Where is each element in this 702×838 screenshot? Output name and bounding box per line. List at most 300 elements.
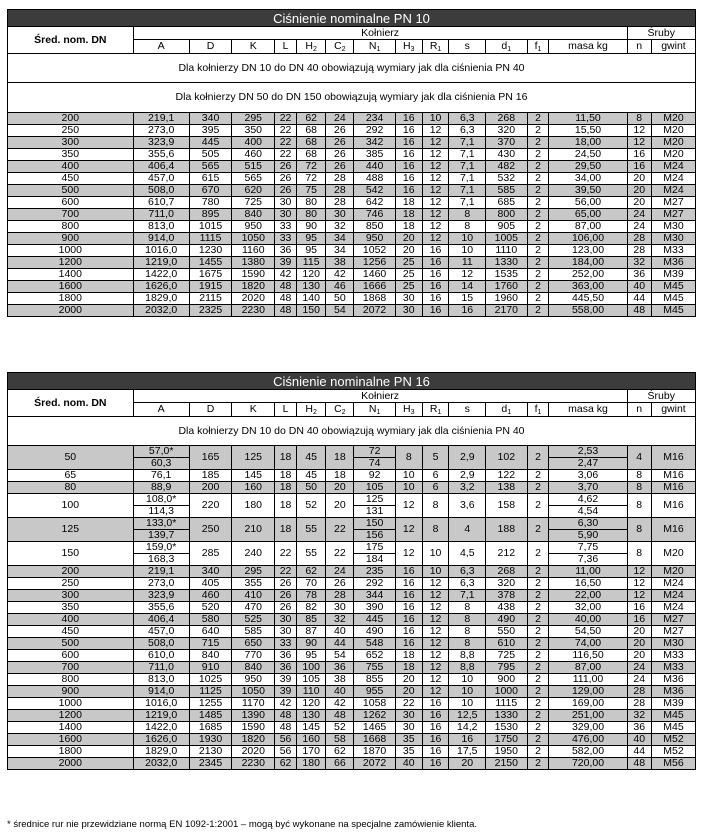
- value-cell: 2: [527, 149, 549, 161]
- column-header: n: [627, 403, 651, 417]
- value-cell: 25: [395, 281, 422, 293]
- value-cell: M24: [651, 578, 695, 590]
- value-cell: 26: [275, 161, 297, 173]
- value-cell: 57,0*: [133, 446, 189, 458]
- value-cell: 12: [422, 137, 449, 149]
- value-cell: 87: [297, 626, 326, 638]
- value-cell: 1820: [232, 281, 275, 293]
- value-cell: 240: [232, 542, 275, 566]
- value-cell: M24: [651, 185, 695, 197]
- value-cell: 68: [297, 125, 326, 137]
- value-cell: 8: [449, 221, 486, 233]
- value-cell: 2,47: [549, 458, 627, 470]
- value-cell: 2: [527, 662, 549, 674]
- value-cell: M36: [651, 686, 695, 698]
- value-cell: 355: [232, 578, 275, 590]
- value-cell: 52: [326, 722, 354, 734]
- value-cell: 2: [527, 614, 549, 626]
- value-cell: 20: [627, 173, 651, 185]
- table-row: [8, 221, 696, 233]
- value-cell: 55: [297, 542, 326, 566]
- value-cell: 20: [627, 638, 651, 650]
- value-cell: 1230: [189, 245, 232, 257]
- value-cell: M56: [651, 758, 695, 770]
- value-cell: 565: [189, 161, 232, 173]
- value-cell: M20: [651, 542, 695, 566]
- value-cell: 22: [326, 518, 354, 542]
- value-cell: 111,00: [549, 674, 627, 686]
- value-cell: 18: [275, 446, 297, 470]
- column-header: gwint: [651, 403, 695, 417]
- value-cell: M39: [651, 269, 695, 281]
- value-cell: 24: [627, 674, 651, 686]
- value-cell: 620: [232, 185, 275, 197]
- value-cell: 16: [422, 746, 449, 758]
- value-cell: 16: [395, 137, 422, 149]
- value-cell: 1390: [232, 710, 275, 722]
- value-cell: 60,3: [133, 458, 189, 470]
- value-cell: 219,1: [133, 113, 189, 125]
- value-cell: 2: [527, 602, 549, 614]
- value-cell: 1052: [354, 245, 395, 257]
- value-cell: 482: [486, 161, 527, 173]
- value-cell: 8,8: [449, 662, 486, 674]
- value-cell: 184,00: [549, 257, 627, 269]
- value-cell: 542: [354, 185, 395, 197]
- value-cell: 123,00: [549, 245, 627, 257]
- dn-cell: 1600: [8, 734, 134, 746]
- value-cell: 2115: [189, 293, 232, 305]
- value-cell: 5,90: [549, 530, 627, 542]
- value-cell: 42: [326, 698, 354, 710]
- dn-cell: 400: [8, 161, 134, 173]
- table-row: [8, 710, 696, 722]
- value-cell: 445: [189, 137, 232, 149]
- value-cell: 1170: [232, 698, 275, 710]
- value-cell: 16: [395, 566, 422, 578]
- value-cell: 38: [326, 674, 354, 686]
- value-cell: 175: [354, 542, 395, 554]
- value-cell: 1829,0: [133, 293, 189, 305]
- value-cell: 2: [527, 734, 549, 746]
- value-cell: M24: [651, 161, 695, 173]
- value-cell: 48: [627, 758, 651, 770]
- value-cell: 2: [527, 209, 549, 221]
- value-cell: 18: [395, 197, 422, 209]
- value-cell: 28: [326, 197, 354, 209]
- value-cell: 30: [395, 305, 422, 317]
- dn-cell: 600: [8, 197, 134, 209]
- column-header: $d_1$: [486, 403, 527, 417]
- value-cell: 12: [422, 638, 449, 650]
- value-cell: 2325: [189, 305, 232, 317]
- value-cell: 780: [189, 197, 232, 209]
- value-cell: 1870: [354, 746, 395, 758]
- table-row: [8, 173, 696, 185]
- value-cell: 36: [326, 662, 354, 674]
- value-cell: 52: [297, 494, 326, 518]
- value-cell: 65,00: [549, 209, 627, 221]
- value-cell: 18: [326, 446, 354, 470]
- value-cell: 185: [189, 470, 232, 482]
- dn-cell: 900: [8, 233, 134, 245]
- value-cell: 2: [527, 674, 549, 686]
- value-cell: 1050: [232, 233, 275, 245]
- value-cell: 1485: [189, 710, 232, 722]
- value-cell: 385: [354, 149, 395, 161]
- column-header: D: [189, 40, 232, 54]
- dn-cell: 200: [8, 566, 134, 578]
- value-cell: 2: [527, 185, 549, 197]
- value-cell: 1125: [189, 686, 232, 698]
- table-row: [8, 722, 696, 734]
- value-cell: 3,70: [549, 482, 627, 494]
- value-cell: 12: [422, 125, 449, 137]
- value-cell: 508,0: [133, 185, 189, 197]
- value-cell: 2: [527, 161, 549, 173]
- value-cell: 2072: [354, 758, 395, 770]
- value-cell: 813,0: [133, 674, 189, 686]
- value-cell: 1666: [354, 281, 395, 293]
- value-cell: 170: [297, 746, 326, 758]
- value-cell: 34: [326, 233, 354, 245]
- value-cell: 10: [422, 113, 449, 125]
- value-cell: 7,1: [449, 590, 486, 602]
- value-cell: 30: [275, 209, 297, 221]
- value-cell: 8: [449, 602, 486, 614]
- value-cell: 813,0: [133, 221, 189, 233]
- value-cell: 558,00: [549, 305, 627, 317]
- value-cell: 26: [326, 161, 354, 173]
- table-row: [8, 149, 696, 161]
- value-cell: 470: [232, 602, 275, 614]
- value-cell: 1460: [354, 269, 395, 281]
- value-cell: 320: [486, 578, 527, 590]
- value-cell: 1219,0: [133, 710, 189, 722]
- value-cell: 26: [326, 149, 354, 161]
- table-row: [8, 137, 696, 149]
- value-cell: M27: [651, 209, 695, 221]
- value-cell: 184: [354, 554, 395, 566]
- value-cell: 2: [527, 281, 549, 293]
- value-cell: 72: [297, 173, 326, 185]
- value-cell: 476,00: [549, 734, 627, 746]
- value-cell: 70: [297, 578, 326, 590]
- value-cell: 2: [527, 494, 549, 518]
- value-cell: 14: [449, 281, 486, 293]
- dn-cell: 350: [8, 149, 134, 161]
- table-row: [8, 602, 696, 614]
- dn-cell: 65: [8, 470, 134, 482]
- table-row: [8, 590, 696, 602]
- table-row: [8, 578, 696, 590]
- value-cell: 10: [449, 698, 486, 710]
- value-cell: 88,9: [133, 482, 189, 494]
- value-cell: M27: [651, 614, 695, 626]
- value-cell: 1160: [232, 245, 275, 257]
- value-cell: 895: [189, 209, 232, 221]
- table-row: [8, 686, 696, 698]
- value-cell: 32: [326, 614, 354, 626]
- value-cell: 2170: [486, 305, 527, 317]
- value-cell: 12: [422, 221, 449, 233]
- value-cell: 488: [354, 173, 395, 185]
- dn-cell: 1000: [8, 698, 134, 710]
- table-row: [8, 758, 696, 770]
- value-cell: 156: [354, 530, 395, 542]
- value-cell: 45: [297, 470, 326, 482]
- value-cell: 22: [395, 698, 422, 710]
- table-row: [8, 245, 696, 257]
- dn-cell: 125: [8, 518, 134, 542]
- column-header: $N_1$: [354, 403, 395, 417]
- value-cell: 95: [297, 233, 326, 245]
- value-cell: 39: [275, 686, 297, 698]
- value-cell: M52: [651, 746, 695, 758]
- value-cell: 3,06: [549, 470, 627, 482]
- column-header: n: [627, 40, 651, 54]
- value-cell: 33: [275, 221, 297, 233]
- value-cell: 615: [189, 173, 232, 185]
- value-cell: 12: [627, 137, 651, 149]
- value-cell: 40: [627, 281, 651, 293]
- column-header: gwint: [651, 40, 695, 54]
- value-cell: 268: [486, 113, 527, 125]
- value-cell: M45: [651, 710, 695, 722]
- dn-header: Śred. nom. DN: [8, 390, 134, 417]
- value-cell: M27: [651, 197, 695, 209]
- value-cell: 955: [354, 686, 395, 698]
- value-cell: 2: [527, 113, 549, 125]
- value-cell: 7,1: [449, 137, 486, 149]
- value-cell: 10: [422, 542, 449, 566]
- value-cell: 251,00: [549, 710, 627, 722]
- value-cell: 16: [449, 734, 486, 746]
- value-cell: 642: [354, 197, 395, 209]
- value-cell: 520: [189, 602, 232, 614]
- value-cell: 16: [395, 602, 422, 614]
- column-header: $f_1$: [527, 40, 549, 54]
- table-row: [8, 257, 696, 269]
- value-cell: 525: [232, 614, 275, 626]
- value-cell: 72: [297, 161, 326, 173]
- value-cell: 145: [232, 470, 275, 482]
- value-cell: 378: [486, 590, 527, 602]
- value-cell: 6,3: [449, 578, 486, 590]
- value-cell: 508,0: [133, 638, 189, 650]
- value-cell: 2: [527, 197, 549, 209]
- value-cell: 188: [486, 518, 527, 542]
- value-cell: 3,6: [449, 494, 486, 518]
- value-cell: M24: [651, 590, 695, 602]
- value-cell: 2: [527, 269, 549, 281]
- value-cell: 11,50: [549, 113, 627, 125]
- value-cell: 1530: [486, 722, 527, 734]
- value-cell: 34: [326, 245, 354, 257]
- value-cell: 115: [297, 257, 326, 269]
- value-cell: 1330: [486, 710, 527, 722]
- value-cell: 1465: [354, 722, 395, 734]
- dn-cell: 350: [8, 602, 134, 614]
- value-cell: 39,50: [549, 185, 627, 197]
- value-cell: 15: [449, 293, 486, 305]
- value-cell: 74,00: [549, 638, 627, 650]
- value-cell: 28: [326, 185, 354, 197]
- value-cell: 39: [275, 674, 297, 686]
- value-cell: 10: [422, 566, 449, 578]
- value-cell: 8,8: [449, 650, 486, 662]
- value-cell: 2: [527, 245, 549, 257]
- value-cell: 106,00: [549, 233, 627, 245]
- value-cell: 36: [627, 722, 651, 734]
- value-cell: 102: [486, 446, 527, 470]
- value-cell: 532: [486, 173, 527, 185]
- value-cell: 273,0: [133, 578, 189, 590]
- note-text: Dla kołnierzy DN 10 do DN 40 obowiązują wymiary jak dla ciśnienia PN 40: [8, 54, 696, 83]
- value-cell: 1685: [189, 722, 232, 734]
- value-cell: 11: [449, 257, 486, 269]
- value-cell: 2: [527, 686, 549, 698]
- value-cell: 130: [297, 710, 326, 722]
- table-title: Ciśnienie nominalne PN 16: [8, 373, 696, 390]
- value-cell: 131: [354, 506, 395, 518]
- value-cell: M24: [651, 173, 695, 185]
- value-cell: 42: [275, 698, 297, 710]
- value-cell: 355,6: [133, 149, 189, 161]
- value-cell: 45: [297, 446, 326, 470]
- value-cell: 295: [232, 113, 275, 125]
- value-cell: 32: [627, 257, 651, 269]
- value-cell: 1626,0: [133, 281, 189, 293]
- value-cell: 840: [232, 209, 275, 221]
- value-cell: 2072: [354, 305, 395, 317]
- value-cell: 24: [326, 566, 354, 578]
- column-header: s: [449, 40, 486, 54]
- value-cell: 62: [297, 113, 326, 125]
- value-cell: 62: [326, 746, 354, 758]
- value-cell: 1015: [189, 221, 232, 233]
- value-cell: 32,00: [549, 602, 627, 614]
- value-cell: 42: [326, 269, 354, 281]
- value-cell: 16: [422, 758, 449, 770]
- value-cell: 10: [449, 233, 486, 245]
- value-cell: 12: [395, 494, 422, 518]
- value-cell: 28: [627, 233, 651, 245]
- value-cell: M36: [651, 674, 695, 686]
- value-cell: 46: [326, 281, 354, 293]
- column-header: K: [232, 40, 275, 54]
- value-cell: 30: [326, 209, 354, 221]
- value-cell: 755: [354, 662, 395, 674]
- value-cell: 1025: [189, 674, 232, 686]
- note-text: Dla kołnierzy DN 50 do DN 150 obowiązują wymiary jak dla ciśnienia PN 16: [8, 83, 696, 113]
- value-cell: 16: [395, 590, 422, 602]
- value-cell: 1330: [486, 257, 527, 269]
- value-cell: 1455: [189, 257, 232, 269]
- value-cell: 1422,0: [133, 269, 189, 281]
- value-cell: 20: [395, 245, 422, 257]
- value-cell: 1950: [486, 746, 527, 758]
- value-cell: 685: [486, 197, 527, 209]
- value-cell: 44: [326, 638, 354, 650]
- value-cell: 910: [189, 662, 232, 674]
- value-cell: 12: [395, 542, 422, 566]
- value-cell: 1626,0: [133, 734, 189, 746]
- value-cell: 2: [527, 233, 549, 245]
- dn-header: Śred. nom. DN: [8, 27, 134, 54]
- table-row: [8, 281, 696, 293]
- value-cell: 292: [354, 125, 395, 137]
- value-cell: 7,1: [449, 197, 486, 209]
- table-row: [8, 446, 696, 458]
- value-cell: 406,4: [133, 161, 189, 173]
- dn-cell: 1800: [8, 293, 134, 305]
- dn-cell: 450: [8, 626, 134, 638]
- column-header: $H_2$: [297, 403, 326, 417]
- value-cell: 56: [275, 746, 297, 758]
- value-cell: 26: [275, 185, 297, 197]
- value-cell: 40,00: [549, 614, 627, 626]
- table-row: [8, 638, 696, 650]
- value-cell: 2: [527, 758, 549, 770]
- value-cell: 2: [527, 173, 549, 185]
- value-cell: 50: [326, 293, 354, 305]
- value-cell: 85: [297, 614, 326, 626]
- value-cell: 35: [395, 746, 422, 758]
- value-cell: 1016,0: [133, 698, 189, 710]
- value-cell: 44: [627, 746, 651, 758]
- value-cell: 22: [275, 137, 297, 149]
- value-cell: 795: [486, 662, 527, 674]
- value-cell: 8: [449, 614, 486, 626]
- value-cell: 10: [449, 686, 486, 698]
- column-header: masa kg: [549, 40, 627, 54]
- value-cell: 18,00: [549, 137, 627, 149]
- value-cell: 505: [189, 149, 232, 161]
- value-cell: 48: [326, 710, 354, 722]
- value-cell: 914,0: [133, 686, 189, 698]
- value-cell: 8: [627, 113, 651, 125]
- value-cell: 2230: [232, 758, 275, 770]
- value-cell: 87,00: [549, 221, 627, 233]
- value-cell: 24: [627, 209, 651, 221]
- table-row: [8, 185, 696, 197]
- value-cell: 1255: [189, 698, 232, 710]
- value-cell: 24: [326, 113, 354, 125]
- value-cell: 168,3: [133, 554, 189, 566]
- value-cell: 159,0*: [133, 542, 189, 554]
- value-cell: 1219,0: [133, 257, 189, 269]
- value-cell: 4,62: [549, 494, 627, 506]
- table-row: [8, 125, 696, 137]
- value-cell: 74: [354, 458, 395, 470]
- value-cell: 6,3: [449, 113, 486, 125]
- value-cell: 16: [395, 149, 422, 161]
- value-cell: 26: [326, 578, 354, 590]
- value-cell: 7,75: [549, 542, 627, 554]
- value-cell: 3,2: [449, 482, 486, 494]
- value-cell: 28: [326, 590, 354, 602]
- value-cell: 139,7: [133, 530, 189, 542]
- value-cell: 2: [527, 293, 549, 305]
- value-cell: 20: [395, 686, 422, 698]
- value-cell: 1820: [232, 734, 275, 746]
- value-cell: 158: [486, 494, 527, 518]
- value-cell: 610,0: [133, 650, 189, 662]
- column-header: $N_1$: [354, 40, 395, 54]
- value-cell: 234: [354, 113, 395, 125]
- value-cell: 87,00: [549, 662, 627, 674]
